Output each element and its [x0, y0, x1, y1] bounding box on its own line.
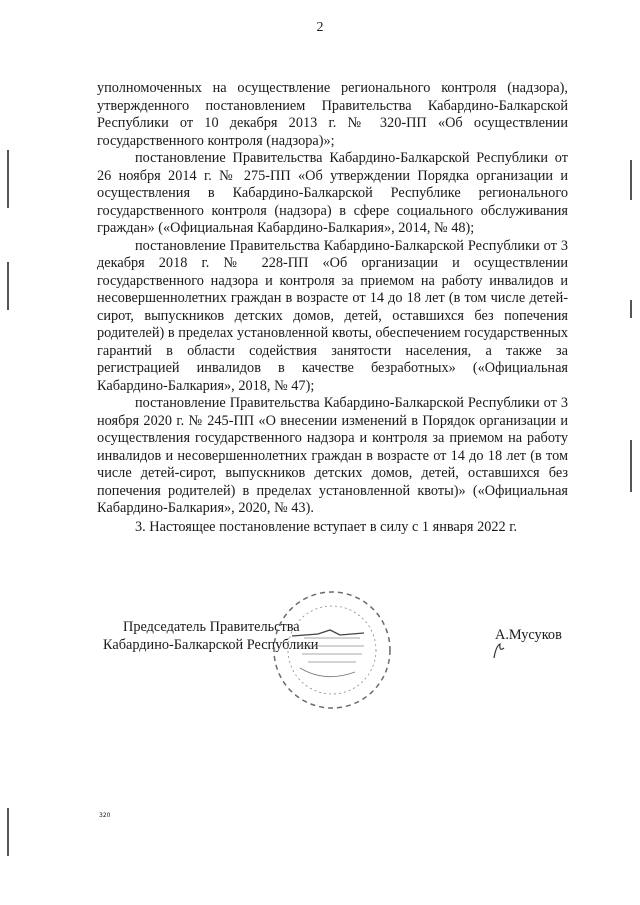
- margin-mark: [7, 808, 9, 856]
- signatory-title-line2: Кабардино-Балкарской Республики: [103, 637, 319, 653]
- paragraph-item: постановление Правительства Кабардино-Балкарской Республики от 3 декабря 2018 г. № 228-ПП «Об организации и осуществлении государственного надзора и контроля за приемом на работу инвалидов и несовершеннолетних граждан в возрасте от 14 до 18 лет (в том числе детей-сирот, выпускников детских домов, детей, оставшихся без попечения родителей) в пределах установленной квоты, обеспечением государственных гарантий в области содействия занятости населения, а также за регистрацией инвалидов в качестве безработных» («Официальная Кабардино-Балкария», 2018, № 47);: [97, 237, 568, 394]
- margin-mark: [7, 262, 9, 310]
- signatory-title-line1: Председатель Правительства: [123, 619, 300, 635]
- signature-mark: [490, 638, 520, 662]
- paragraph-item: постановление Правительства Кабардино-Балкарской Республики от 26 ноября 2014 г. № 275-ПП «Об утверждении Порядка организации и осуществления в Кабардино-Балкарской Республике регионального государственного контроля (надзора) в сфере социального обслуживания граждан» («Официальная Кабардино-Балкария», 2014, № 48);: [97, 150, 568, 236]
- footer-code: 320: [99, 812, 111, 819]
- official-seal-stamp: [270, 588, 394, 712]
- margin-mark: [7, 150, 9, 208]
- margin-mark: [630, 160, 632, 200]
- paragraph-item: постановление Правительства Кабардино-Балкарской Республики от 3 ноября 2020 г. № 245-ПП «О внесении изменений в Порядок организации и осуществления государственного надзора и контроля за приемом на работу инвалидов и несовершеннолетних граждан в возрасте от 14 до 18 лет (в том числе детей-сирот, выпускников детских домов, детей, оставшихся без попечения родителей) в пределах установленной квоты)» («Официальная Кабардино-Балкария», 2020, № 43).: [97, 395, 568, 516]
- margin-mark: [630, 440, 632, 492]
- paragraph-continuation: уполномоченных на осуществление регионального контроля (надзора), утвержденного постановлением Правительства Кабардино-Балкарской Республики от 10 декабря 2013 г. № 320-ПП «Об осуществлении государственного контроля (надзора)»;: [97, 80, 568, 149]
- document-body: [97, 80, 568, 536]
- page-number: 2: [316, 20, 324, 35]
- signatory-name: А.Мусуков: [495, 627, 562, 643]
- paragraph-effective-date: 3. Настоящее постановление вступает в силу с 1 января 2022 г.: [135, 518, 518, 535]
- margin-mark: [630, 300, 632, 318]
